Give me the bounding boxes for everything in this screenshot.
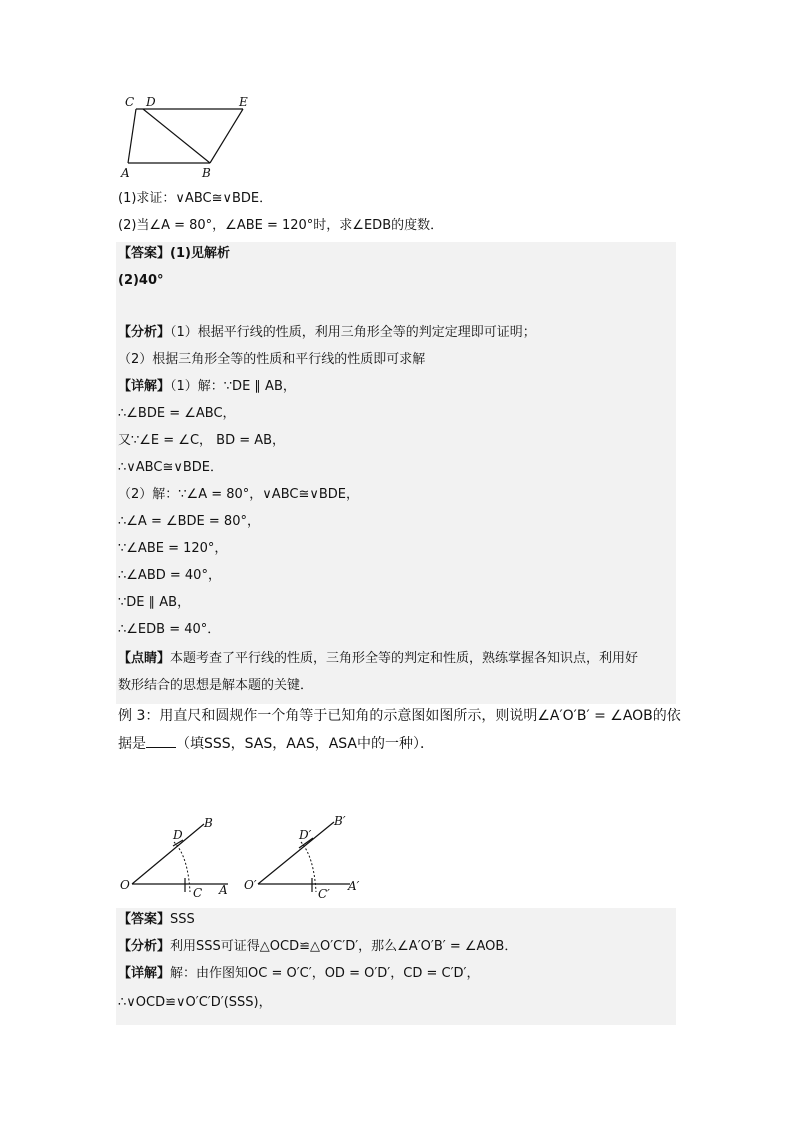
analysis-label: 【分析】	[118, 325, 171, 340]
example-3-suffix: （填SSS，SAS，AAS，ASA中的一种）．	[176, 736, 435, 752]
label-d: D	[146, 95, 156, 109]
label-c: C	[125, 95, 135, 109]
example-3-line-1: 例 3：用直尺和圆规作一个角等于已知角的示意图如图所示，则说明∠A′O′B′ = ∠AOB的依	[118, 708, 681, 724]
answer-part-1: (1)见解析	[170, 246, 230, 261]
ray-ob	[132, 824, 204, 884]
example-3-prefix: 据是	[118, 736, 146, 752]
label-d: D	[173, 828, 183, 842]
label-o-prime: O′	[244, 878, 257, 892]
label-e: E	[239, 95, 248, 109]
answer-3-label: 【答案】	[118, 912, 171, 927]
label-b-prime: B′	[334, 814, 346, 828]
detail-label: 【详解】	[118, 379, 171, 394]
step-1: （1）解：∵DE ∥ AB，	[170, 379, 296, 394]
analysis-3-line	[118, 938, 676, 956]
detail-3-line	[118, 965, 676, 983]
detail-3-line-2: ∴∨OCD≌∨O′C′D′(SSS)，	[118, 995, 272, 1010]
analysis-text-1: （1）根据平行线的性质，利用三角形全等的判定定理即可证明；	[170, 325, 536, 340]
comment-text-1: 本题考查了平行线的性质，三角形全等的判定和性质，熟练掌握各知识点，利用好	[170, 651, 639, 666]
question-2: (2)当∠A = 80°，∠ABE = 120°时，求∠EDB的度数．	[118, 218, 444, 233]
step-8: ∴∠ABD = 40°，	[118, 568, 221, 583]
detail-3-text: 解：由作图知OC = O′C′，OD = O′D′，CD = C′D′，	[170, 966, 480, 981]
answer-line-1	[118, 245, 676, 263]
label-b: B	[202, 166, 211, 180]
segment-db	[143, 109, 210, 163]
label-c: C	[193, 886, 203, 900]
answer-3-value: SSS	[170, 912, 195, 927]
step-6: ∴∠A = ∠BDE = 80°，	[118, 514, 260, 529]
comment-label: 【点睛】	[118, 651, 171, 666]
detail-line-1	[118, 378, 676, 396]
segment-ca	[128, 109, 136, 163]
answer-label: 【答案】	[118, 246, 171, 261]
comment-line-1	[118, 650, 676, 668]
label-d-prime: D′	[299, 828, 312, 842]
label-a: A	[121, 166, 130, 180]
label-b: B	[204, 816, 213, 830]
segment-be	[210, 109, 243, 163]
question-1: (1)求证：∨ABC≅∨BDE．	[118, 191, 273, 206]
label-o: O	[120, 878, 130, 892]
label-c-prime: C′	[318, 887, 330, 901]
answer-blank	[146, 735, 176, 748]
angle-construction-figure	[118, 812, 368, 904]
comment-line-2: 数形结合的思想是解本题的关键．	[118, 678, 314, 693]
label-a-prime: A′	[348, 879, 360, 893]
analysis-3-label: 【分析】	[118, 939, 171, 954]
step-7: ∵∠ABE = 120°，	[118, 541, 228, 556]
answer-line-2: (2)40°	[118, 273, 164, 288]
detail-3-label: 【详解】	[118, 966, 171, 981]
analysis-line-1	[118, 324, 676, 342]
parallelogram-figure	[118, 92, 258, 182]
step-9: ∵DE ∥ AB，	[118, 595, 191, 610]
step-5: （2）解：∵∠A = 80°，∨ABC≅∨BDE，	[118, 487, 360, 502]
step-4: ∴∨ABC≅∨BDE．	[118, 460, 223, 475]
analysis-line-2: （2）根据三角形全等的性质和平行线的性质即可求解	[118, 352, 426, 367]
example-3-line-2	[118, 735, 676, 753]
step-2: ∴∠BDE = ∠ABC，	[118, 406, 236, 421]
step-10: ∴∠EDB = 40°．	[118, 622, 221, 637]
ray-o-prime-b-prime	[258, 822, 334, 884]
analysis-3-text: 利用SSS可证得△OCD≌△O′C′D′，那么∠A′O′B′ = ∠AOB．	[170, 939, 518, 954]
step-3: 又∵∠E = ∠C， BD = AB，	[118, 433, 286, 448]
answer-3-line	[118, 911, 676, 929]
label-a: A	[219, 883, 228, 897]
